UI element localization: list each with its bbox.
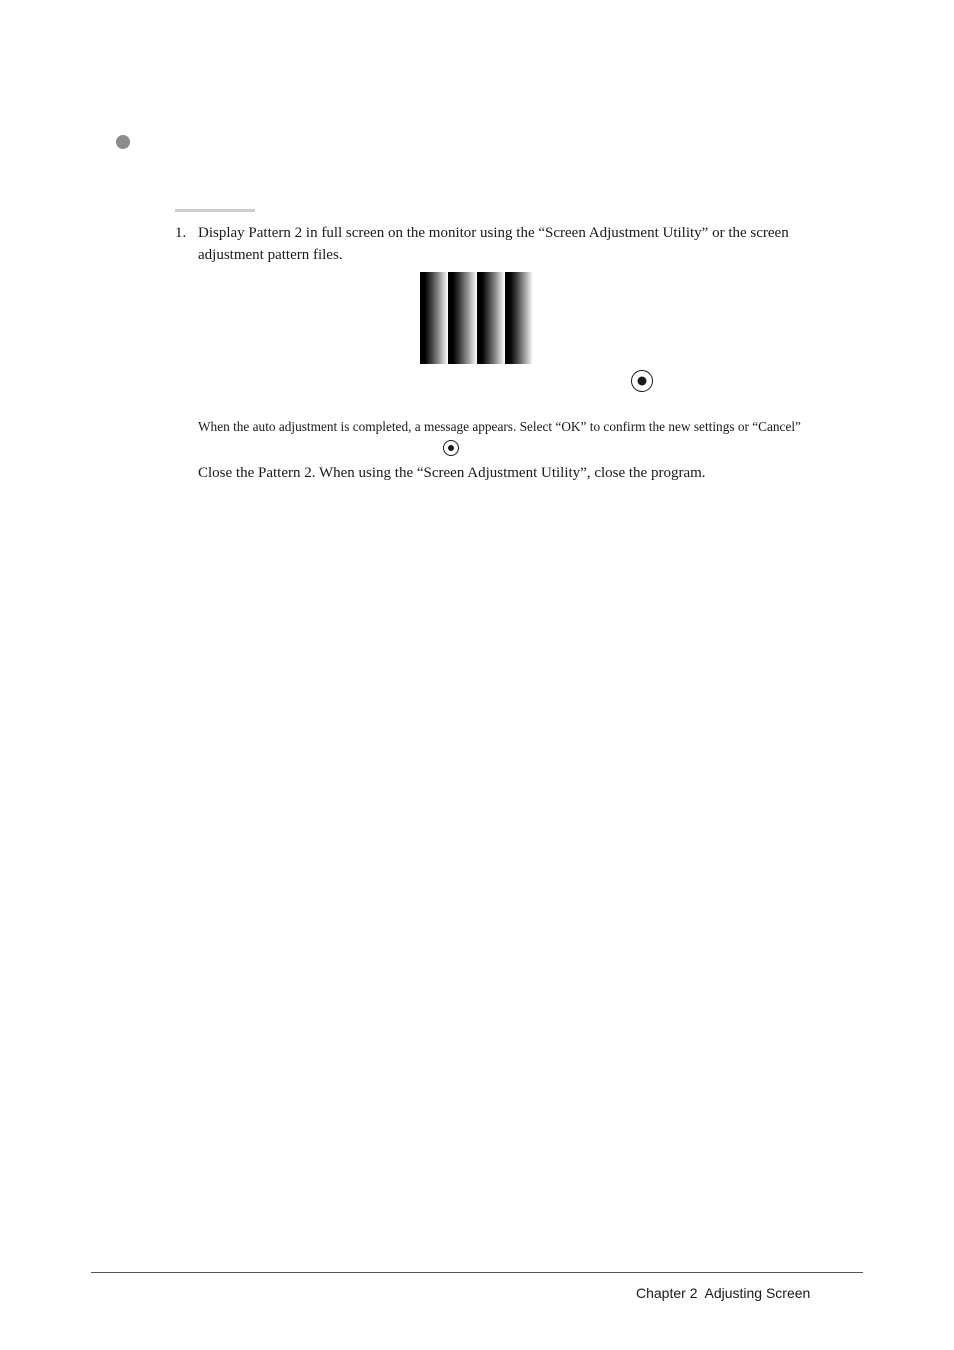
gradient-bar <box>505 272 533 364</box>
enter-button-icon <box>443 440 459 456</box>
enter-button-icon <box>631 370 653 392</box>
section-divider <box>175 209 255 212</box>
adjustment-pattern-2-image <box>420 272 533 364</box>
gradient-bar <box>420 272 448 364</box>
footer-divider <box>91 1272 863 1273</box>
gradient-bar <box>477 272 505 364</box>
section-bullet <box>116 135 130 149</box>
step-instruction: Display Pattern 2 in full screen on the monitor using the “Screen Adjustment Utility” or the screen adjustment pattern files. <box>198 225 789 263</box>
step-number: 1. <box>175 225 187 241</box>
auto-adjust-note: When the auto adjustment is completed, a message appears. Select “OK” to confirm the new settings or “Cancel” <box>198 419 801 434</box>
close-pattern-instruction: Close the Pattern 2. When using the “Screen Adjustment Utility”, close the program. <box>198 465 706 481</box>
gradient-bar <box>448 272 476 364</box>
footer-chapter-title: Chapter 2 Adjusting Screen <box>636 1285 811 1301</box>
